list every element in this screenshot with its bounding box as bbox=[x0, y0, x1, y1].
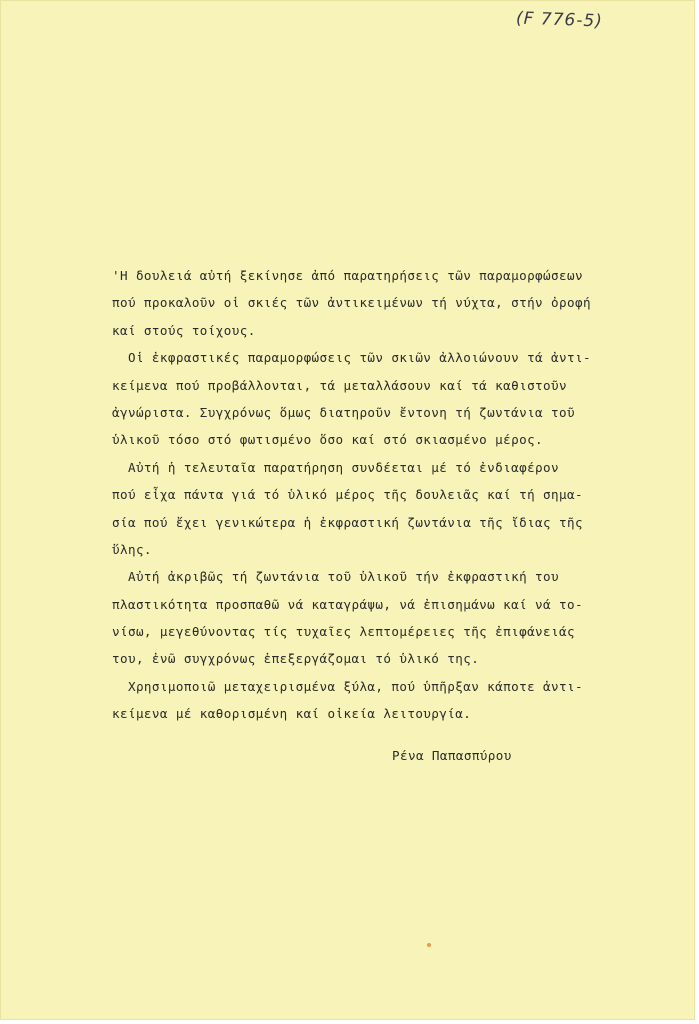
text-line: σία πού ἔχει γενικώτερα ἡ ἐκφραστική ζωντάνια τῆς ἴδιας τῆς bbox=[112, 514, 583, 530]
text-line: ὕλης. bbox=[112, 541, 152, 557]
text-line: νίσω, μεγεθύνοντας τίς τυχαῖες λεπτομέρειες τῆς ἐπιφάνειάς bbox=[112, 624, 575, 640]
paper-speck bbox=[427, 943, 431, 947]
text-line: πού εἶχα πάντα γιά τό ὑλικό μέρος τῆς δουλειᾶς καί τή σημα- bbox=[112, 487, 583, 503]
archive-code: (F 776-5) bbox=[515, 8, 604, 32]
text-line: Αὐτή ἀκριβῶς τή ζωντάνια τοῦ ὑλικοῦ τήν ἐκφραστική του bbox=[112, 569, 559, 585]
text-line: κείμενα πού προβάλλονται, τά μεταλλάσουν καί τά καθιστοῦν bbox=[112, 377, 567, 393]
text-line: Χρησιμοποιῶ μεταχειρισμένα ξύλα, πού ὑπῆρξαν κάποτε ἀντι- bbox=[112, 678, 583, 694]
text-line: του, ἐνῶ συγχρόνως ἐπεξεργάζομαι τό ὑλικό της. bbox=[112, 651, 480, 667]
text-line: πλαστικότητα προσπαθῶ νά καταγράψω, νά ἐπισημάνω καί νά το- bbox=[112, 596, 583, 612]
text-line: πού προκαλοῦν οἱ σκιές τῶν ἀντικειμένων τή νύχτα, στήν ὀροφή bbox=[112, 295, 591, 311]
signature: Ρένα Παπασπύρου bbox=[392, 748, 512, 763]
typed-text bbox=[112, 262, 642, 728]
text-line: Αὐτή ἡ τελευταῖα παρατήρηση συνδέεται μέ τό ἐνδιαφέρον bbox=[112, 459, 559, 475]
text-line: ὑλικοῦ τόσο στό φωτισμένο ὅσο καί στό σκιασμένο μέρος. bbox=[112, 432, 544, 448]
text-line: Οἱ ἐκφραστικές παραμορφώσεις τῶν σκιῶν ἀλλοιώνουν τά ἀντι- bbox=[112, 350, 591, 366]
text-line: κείμενα μέ καθορισμένη καί οἰκεία λειτουργία. bbox=[112, 706, 472, 722]
text-line: ἀγνώριστα. Συγχρόνως ὅμως διατηροῦν ἔντονη τή ζωντάνια τοῦ bbox=[112, 404, 575, 420]
text-line: 'Η δουλειά αὐτή ξεκίνησε ἀπό παρατηρήσεις τῶν παραμορφώσεων bbox=[112, 268, 583, 283]
text-line: καί στούς τοίχους. bbox=[112, 322, 256, 338]
